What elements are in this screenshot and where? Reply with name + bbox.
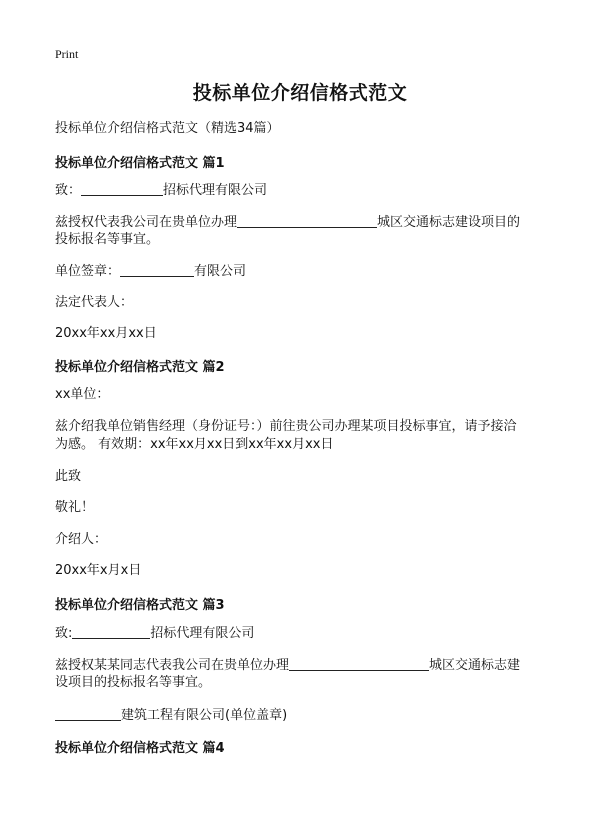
section2-introducer: 介绍人： [55, 532, 108, 547]
blank-line [72, 624, 150, 639]
to-suffix: 招标代理有限公司 [150, 626, 255, 641]
section-heading-3: 投标单位介绍信格式范文 篇3 [55, 598, 225, 613]
print-label[interactable]: Print [55, 47, 79, 61]
section1-date: 20xx年xx月xx日 [55, 326, 157, 341]
section3-company-line [55, 706, 555, 725]
to-suffix: 招标代理有限公司 [163, 183, 268, 198]
section-heading-1: 投标单位介绍信格式范文 篇1 [55, 156, 225, 171]
body-prefix: 兹授权代表我公司在贵单位办理 [55, 215, 238, 230]
section3-body-line2: 设项目的投标报名等事宜。 [55, 675, 212, 690]
company-suffix: 建筑工程有限公司(单位盖章) [121, 708, 288, 723]
section1-to-line [55, 181, 555, 200]
section3-body-line1 [55, 656, 555, 675]
seal-suffix: 有限公司 [194, 264, 247, 279]
section1-body-line1 [55, 213, 555, 232]
section1-legal-rep: 法定代表人： [55, 295, 134, 310]
blank-line [237, 213, 377, 228]
section3-to-line [55, 624, 555, 643]
body-suffix: 城区交通标志建设项目的 [377, 215, 521, 230]
section2-date: 20xx年x月x日 [55, 563, 142, 578]
section-heading-4: 投标单位介绍信格式范文 篇4 [55, 741, 225, 756]
section2-body-line2: 为感。 有效期：xx年xx月xx日到xx年xx月xx日 [55, 437, 334, 452]
section1-body-line2: 投标报名等事宜。 [55, 232, 160, 247]
section2-closing2: 敬礼！ [55, 500, 95, 515]
section2-body-line1: 兹介绍我单位销售经理（身份证号：）前往贵公司办理某项目投标事宜，请予接洽 [55, 419, 517, 434]
section1-seal-line [55, 262, 555, 281]
blank-line [120, 262, 194, 277]
to-prefix: 致： [55, 183, 82, 198]
seal-prefix: 单位签章： [55, 264, 121, 279]
body-prefix: 兹授权某某同志代表我公司在贵单位办理 [55, 658, 290, 673]
to-prefix: 致: [55, 626, 73, 641]
section2-to: xx单位： [55, 387, 110, 402]
blank-line [289, 656, 429, 671]
document-subtitle: 投标单位介绍信格式范文（精选34篇） [55, 121, 280, 136]
document-title: 投标单位介绍信格式范文 [192, 82, 408, 104]
blank-line [55, 706, 121, 721]
section2-closing1: 此致 [55, 469, 82, 484]
body-suffix: 城区交通标志建 [429, 658, 521, 673]
section-heading-2: 投标单位介绍信格式范文 篇2 [55, 360, 225, 375]
blank-line [81, 181, 163, 196]
